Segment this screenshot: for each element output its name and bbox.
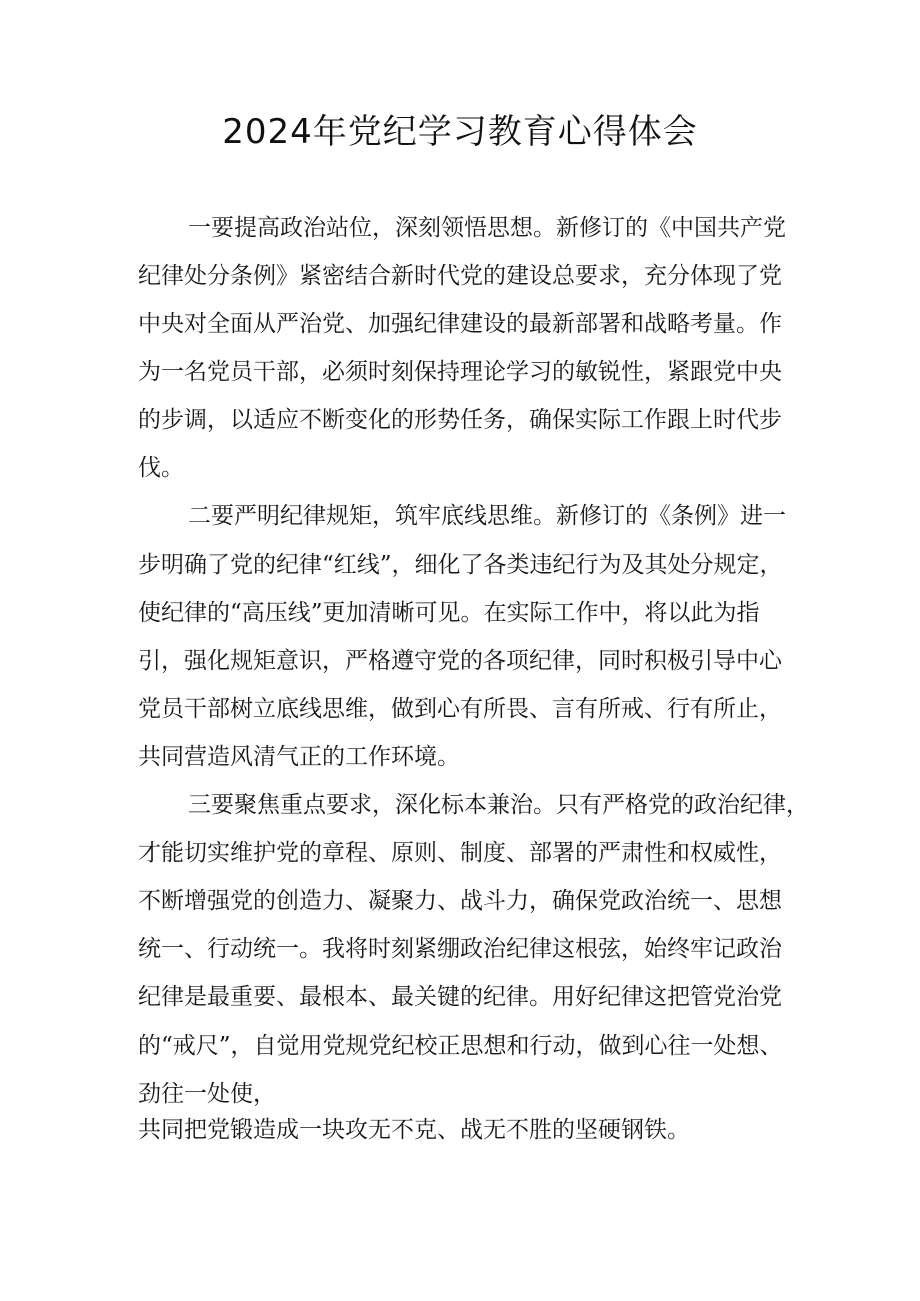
paragraph-1-line-6: 伐。 — [138, 455, 184, 481]
paragraph-3-line-8: 共同把党锻造成一块攻无不克、战无不胜的坚硬钢铁。 — [138, 1117, 690, 1143]
document-title: 2024年党纪学习教育心得体会 — [222, 112, 698, 152]
paragraph-1-line-1: 一要提高政治站位，深刻领悟思想。新修订的《中国共产党 — [188, 215, 786, 241]
paragraph-3-line-5: 纪律是最重要、最根本、最关键的纪律。用好纪律这把管党治党 — [138, 984, 782, 1010]
paragraph-2-line-2: 步明确了党的纪律“红线”，细化了各类违纪行为及其处分规定， — [138, 552, 783, 578]
paragraph-2-line-4: 引，强化规矩意识，严格遵守党的各项纪律，同时积极引导中心 — [138, 648, 782, 674]
paragraph-1-line-4: 为一名党员干部，必须时刻保持理论学习的敏锐性，紧跟党中央 — [138, 359, 782, 385]
paragraph-2-line-5: 党员干部树立底线思维，做到心有所畏、言有所戒、行有所止， — [138, 696, 782, 722]
paragraph-3-line-2: 才能切实维护党的章程、原则、制度、部署的严肃性和权威性， — [138, 840, 782, 866]
paragraph-3-line-4: 统一、行动统一。我将时刻紧绷政治纪律这根弦，始终牢记政治 — [138, 936, 782, 962]
paragraph-2-line-1: 二要严明纪律规矩，筑牢底线思维。新修订的《条例》进一 — [188, 503, 786, 529]
paragraph-2-line-6: 共同营造风清气正的工作环境。 — [138, 744, 460, 770]
paragraph-3-line-1: 三要聚焦重点要求，深化标本兼治。只有严格党的政治纪律， — [188, 792, 809, 818]
paragraph-1-line-2: 纪律处分条例》紧密结合新时代党的建设总要求，充分体现了党 — [138, 263, 782, 289]
paragraph-3-line-3: 不断增强党的创造力、凝聚力、战斗力，确保党政治统一、思想 — [138, 888, 782, 914]
paragraph-1-line-3: 中央对全面从严治党、加强纪律建设的最新部署和战略考量。作 — [138, 311, 782, 337]
paragraph-2-line-3: 使纪律的“高压线”更加清晰可见。在实际工作中，将以此为指 — [138, 600, 760, 626]
paragraph-3-line-7: 劲往一处使， — [138, 1081, 276, 1107]
paragraph-3-line-6: 的“戒尺”，自觉用党规党纪校正思想和行动，做到心往一处想、 — [138, 1033, 783, 1059]
paragraph-1-line-5: 的步调，以适应不断变化的形势任务，确保实际工作跟上时代步 — [138, 407, 782, 433]
